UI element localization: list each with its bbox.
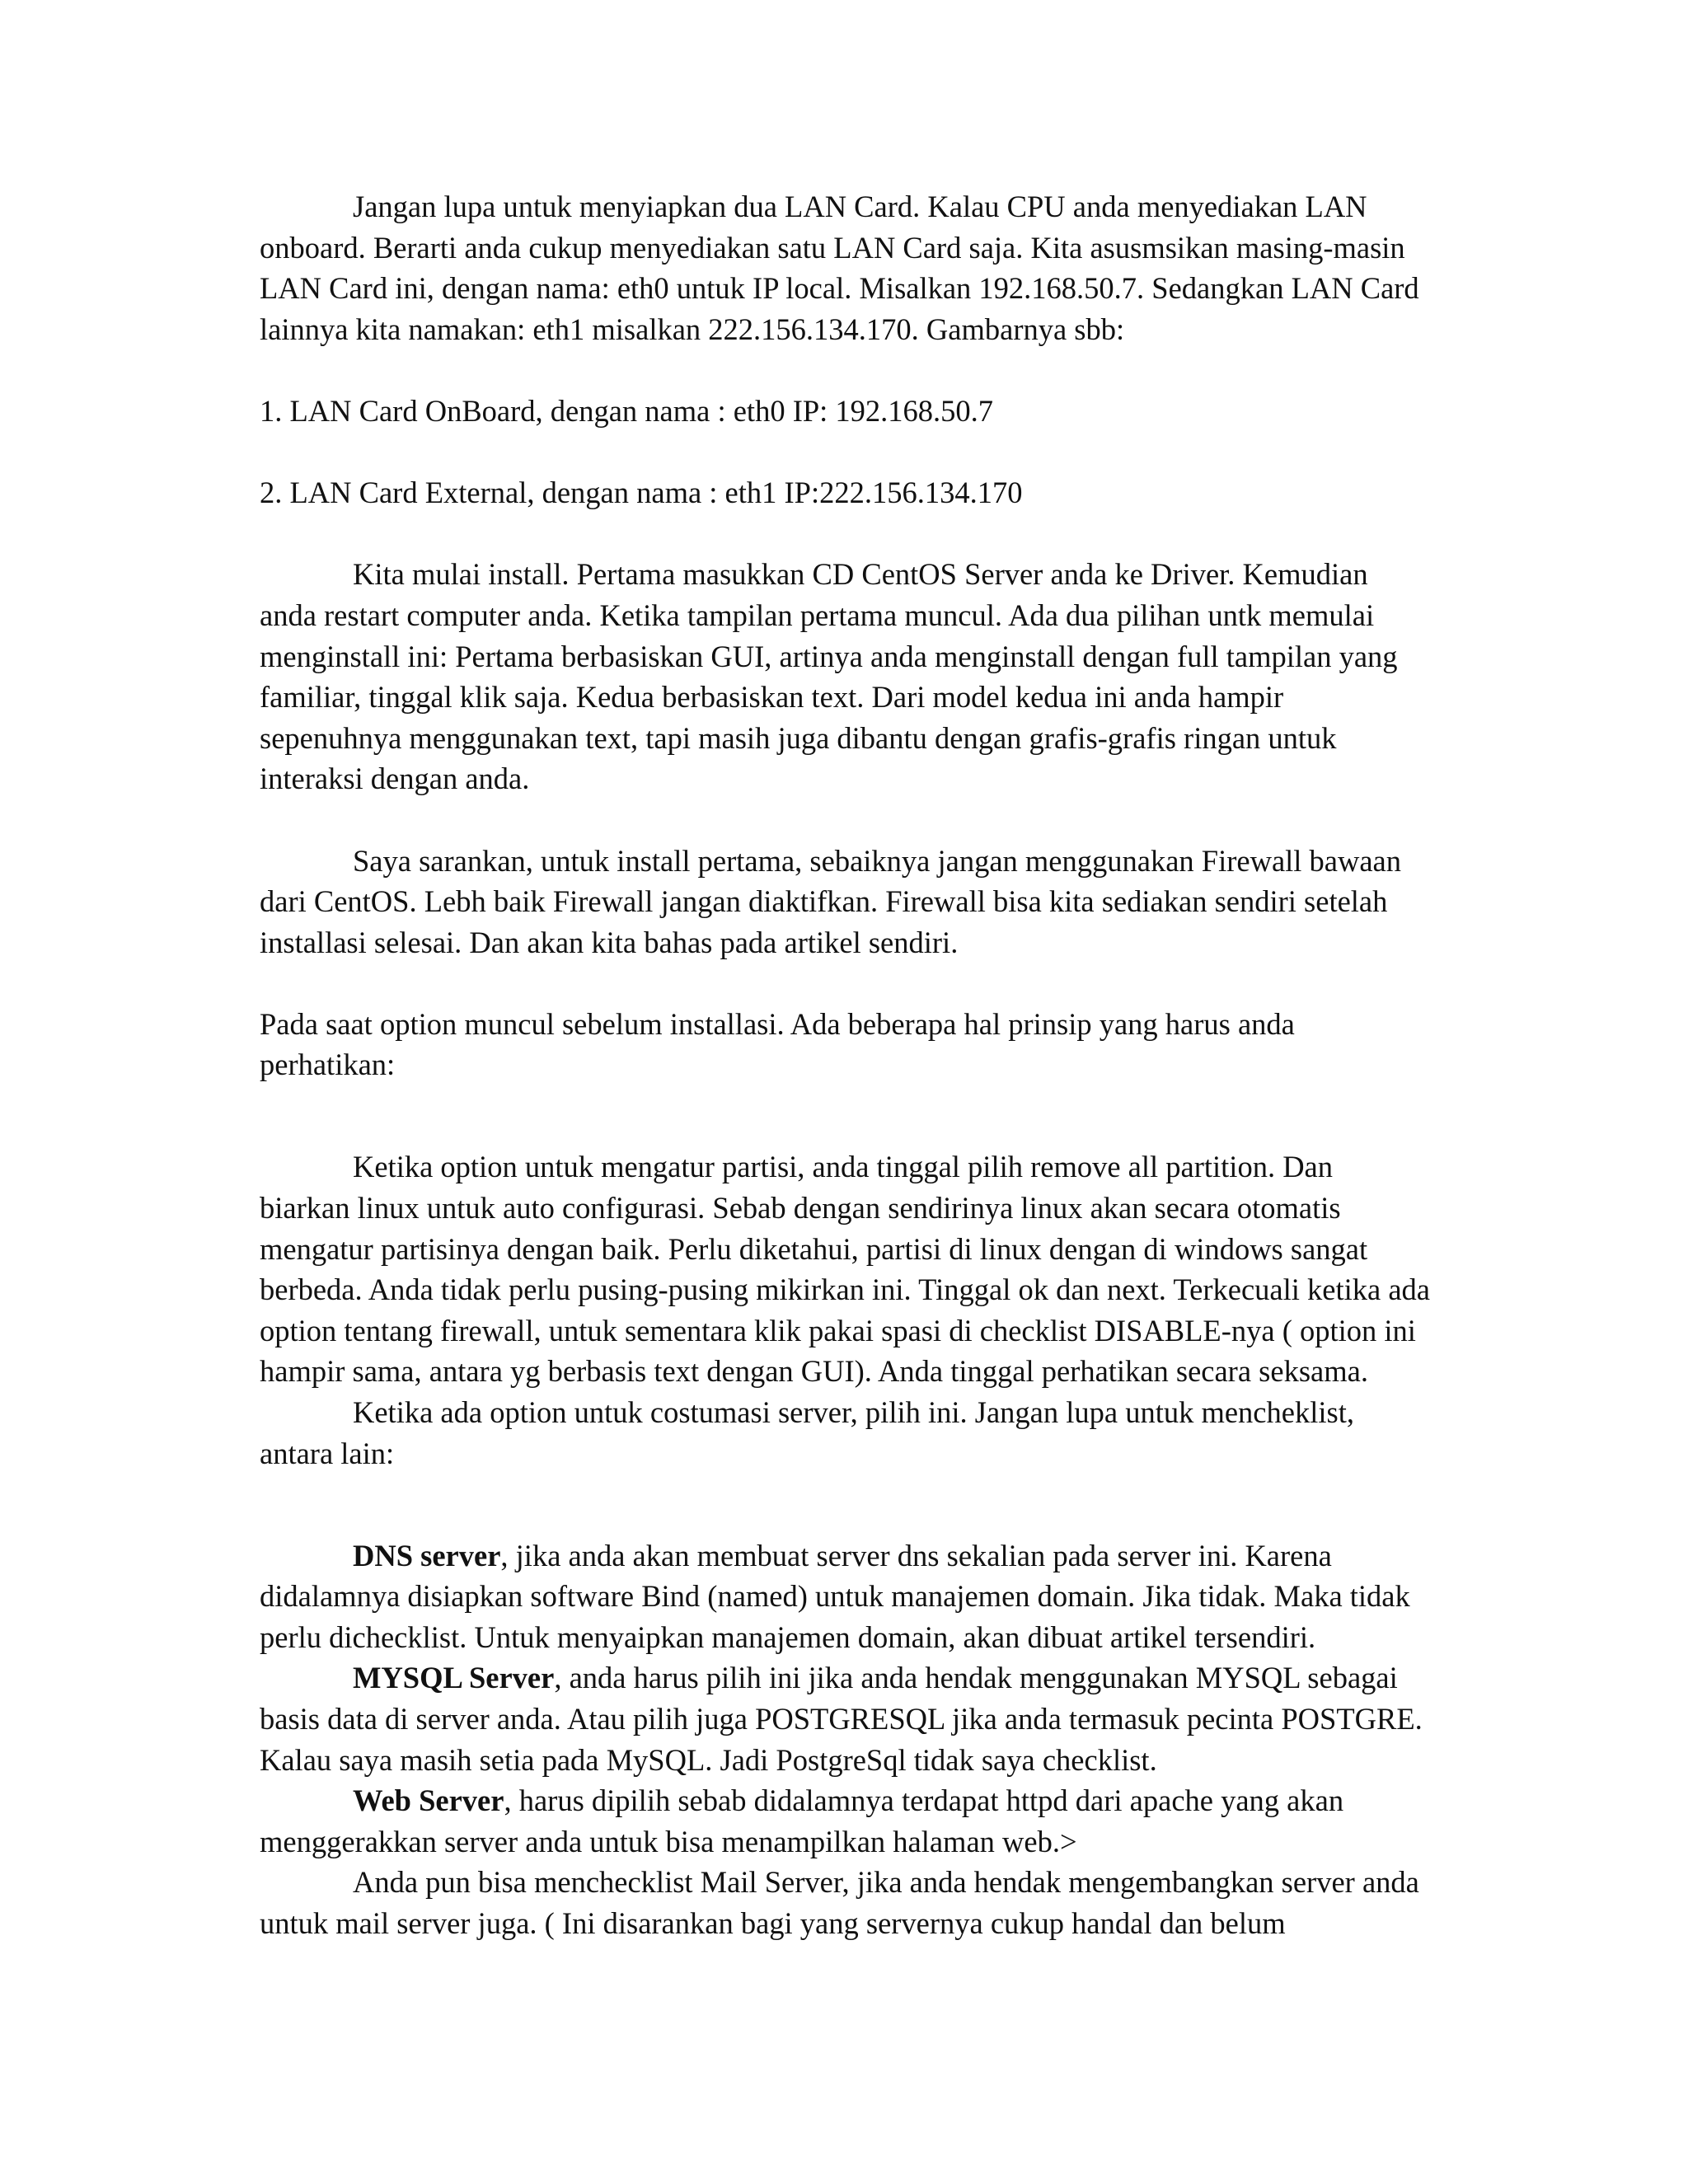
paragraph-mysql-server — [260, 1657, 1430, 1780]
paragraph-server-customization: Ketika ada option untuk costumasi server, pilih ini. Jangan lupa untuk mencheklist, antara lain: — [260, 1395, 1354, 1470]
paragraph-install-options: Pada saat option muncul sebelum installasi. Ada beberapa hal prinsip yang harus anda perhatikan: — [260, 1006, 1295, 1082]
spacer — [260, 799, 1430, 841]
spacer — [260, 1474, 1430, 1515]
paragraph-dns-server — [260, 1535, 1430, 1658]
spacer — [260, 1085, 1430, 1127]
paragraph-lan-card-intro: Jangan lupa untuk menyiapkan dua LAN Card. Kalau CPU anda menyediakan LAN onboard. Berarti anda cukup menyediakan satu LAN Card saja. Kita asusmsikan masing-masin LAN Card ini, dengan nama: eth0 untuk IP local. Misalkan 192.168.50.7. Sedangkan LAN Card lainnya kita namakan: eth1 misalkan 222.156.134.170. Gambarnya sbb: — [260, 190, 1419, 346]
mysql-server-description: , anda harus pilih ini jika anda hendak menggunakan MYSQL sebagai basis data di server anda. Atau pilih juga POSTGRESQL jika anda termasuk pecinta POSTGRE. Kalau saya masih setia pada MySQL. Jadi PostgreSql tidak saya checklist. — [260, 1661, 1423, 1777]
mysql-server-term: MYSQL Server — [353, 1661, 555, 1695]
spacer — [260, 349, 1430, 391]
list-item-eth1: 2. LAN Card External, dengan nama : eth1 IP:222.156.134.170 — [260, 476, 1023, 510]
dns-server-term: DNS server — [353, 1538, 501, 1572]
spacer — [260, 513, 1430, 555]
list-item-eth0: 1. LAN Card OnBoard, dengan nama : eth0 IP: 192.168.50.7 — [260, 393, 994, 428]
paragraph-partition: Ketika option untuk mengatur partisi, anda tinggal pilih remove all partition. Dan biarkan linux untuk auto configurasi. Sebab dengan sendirinya linux akan secara otomatis mengatur partisinya dengan baik. Perlu diketahui, partisi di linux dengan di windows sangat berbeda. Anda tidak perlu pusing-pusing mikirkan ini. Tinggal ok dan next. Terkecuali ketika ada option tentang firewall, untuk sementara klik pakai spasi di checklist DISABLE-nya ( option ini hampir sama, antara yg berbasis text dengan GUI). Anda tinggal perhatikan secara seksama. — [260, 1150, 1430, 1389]
spacer — [260, 432, 1430, 473]
spacer — [260, 1515, 1430, 1535]
paragraph-start-install: Kita mulai install. Pertama masukkan CD CentOS Server anda ke Driver. Kemudian anda restart computer anda. Ketika tampilan pertama muncul. Ada dua pilihan untk memulai menginstall ini: Pertama berbasiskan GUI, artinya anda menginstall dengan full tampilan yang familiar, tinggal klik saja. Kedua berbasiskan text. Dari model kedua ini anda hampir sepenuhnya menggunakan text, tapi masih juga dibantu dengan grafis-grafis ringan untuk interaksi dengan anda. — [260, 557, 1398, 796]
spacer — [260, 963, 1430, 1004]
spacer — [260, 1127, 1430, 1147]
document-page — [260, 186, 1430, 1944]
paragraph-firewall-advice: Saya sarankan, untuk install pertama, sebaiknya jangan menggunakan Firewall bawaan dari CentOS. Lebh baik Firewall jangan diaktifkan. Firewall bisa kita sediakan sendiri setelah installasi selesai. Dan akan kita bahas pada artikel sendiri. — [260, 843, 1402, 959]
web-server-term: Web Server — [353, 1783, 504, 1818]
web-server-description: , harus dipilih sebab didalamnya terdapat httpd dari apache yang akan menggerakkan server anda untuk bisa menampilkan halaman web.> — [260, 1783, 1344, 1858]
paragraph-mail-server — [260, 1862, 1430, 1943]
paragraph-web-server — [260, 1780, 1430, 1862]
mail-server-description: Anda pun bisa menchecklist Mail Server, jika anda hendak mengembangkan server anda untuk mail server juga. ( Ini disarankan bagi yang servernya cukup handal dan belum — [260, 1865, 1419, 1940]
dns-server-description: , jika anda akan membuat server dns sekalian pada server ini. Karena didalamnya disiapkan software Bind (named) untuk manajemen domain. Jika tidak. Maka tidak perlu dichecklist. Untuk menyaipkan manajemen domain, akan dibuat artikel tersendiri. — [260, 1538, 1410, 1654]
